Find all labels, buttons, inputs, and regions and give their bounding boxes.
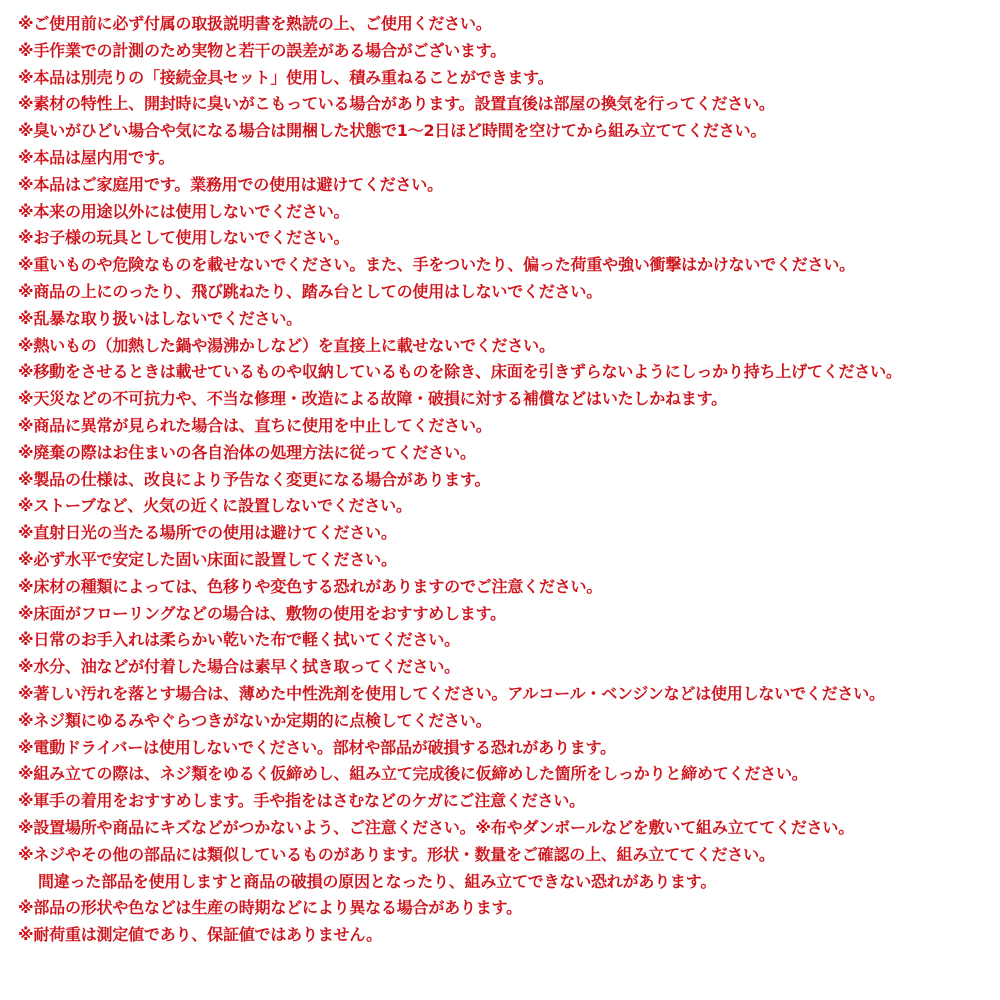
notice-line-27: ※ネジ類にゆるみやぐらつきがないか定期的に点検してください。 — [18, 710, 492, 730]
notice-line-2: ※手作業での計測のため実物と若干の誤差がある場合がございます。 — [18, 40, 507, 60]
notice-line-20: ※直射日光の当たる場所での使用は避けてください。 — [18, 523, 397, 543]
notice-line-24: ※日常のお手入れは柔らかい乾いた布で軽く拭いてください。 — [18, 630, 460, 650]
notice-line-6: ※本品は屋内用です。 — [18, 147, 175, 167]
notice-line-23: ※床面がフローリングなどの場合は、敷物の使用をおすすめします。 — [18, 603, 506, 623]
notice-line-16: ※商品に異常が見られた場合は、直ちに使用を中止してください。 — [18, 415, 492, 435]
notice-line-11: ※商品の上にのったり、飛び跳ねたり、踏み台としての使用はしないでください。 — [18, 281, 602, 301]
notice-line-14: ※移動をさせるときは載せているものや収納しているものを除き、床面を引きずらないようにしっかり持ち上げてください。 — [18, 362, 902, 382]
notice-line-19: ※ストーブなど、火気の近くに設置しないでください。 — [18, 496, 412, 516]
notice-line-9: ※お子様の玩具として使用しないでください。 — [18, 228, 350, 248]
notice-line-8: ※本来の用途以外には使用しないでください。 — [18, 201, 350, 221]
notice-line-7: ※本品はご家庭用です。業務用での使用は避けてください。 — [18, 174, 443, 194]
notice-line-31: ※設置場所や商品にキズなどがつかないよう、ご注意ください。※布やダンボールなどを敷いて組み立ててください。 — [18, 817, 855, 837]
notice-line-1: ※ご使用前に必ず付属の取扱説明書を熟読の上、ご使用ください。 — [18, 14, 492, 33]
notice-line-25: ※水分、油などが付着した場合は素早く拭き取ってください。 — [18, 657, 460, 677]
notice-line-21: ※必ず水平で安定した固い床面に設置してください。 — [18, 549, 397, 569]
notice-line-33-continuation: 間違った部品を使用しますと商品の破損の原因となったり、組み立てできない恐れがあります。 — [38, 871, 717, 891]
notice-line-5: ※臭いがひどい場合や気になる場合は開梱した状態で1〜2日ほど時間を空けてから組み立ててください。 — [18, 121, 767, 141]
notice-line-26: ※著しい汚れを落とす場合は、薄めた中性洗剤を使用してください。アルコール・ベンジンなどは使用しないでください。 — [18, 683, 885, 703]
notice-line-15: ※天災などの不可抗力や、不当な修理・改造による故障・破損に対する補償などはいたしかねます。 — [18, 389, 727, 409]
notice-line-12: ※乱暴な取り扱いはしないでください。 — [18, 308, 302, 328]
notice-line-35: ※耐荷重は測定値であり、保証値ではありません。 — [18, 925, 382, 945]
notice-line-3: ※本品は別売りの「接続金具セット」使用し、積み重ねることができます。 — [18, 67, 554, 87]
notice-line-30: ※軍手の着用をおすすめします。手や指をはさむなどのケガにご注意ください。 — [18, 791, 585, 811]
notice-line-18: ※製品の仕様は、改良により予告なく変更になる場合があります。 — [18, 469, 491, 489]
notice-line-34: ※部品の形状や色などは生産の時期などにより異なる場合があります。 — [18, 898, 522, 918]
notice-line-22: ※床材の種類によっては、色移りや変色する恐れがありますのでご注意ください。 — [18, 576, 603, 596]
notice-line-32: ※ネジやその他の部品には類似しているものがあります。形状・数量をご確認の上、組み立ててください。 — [18, 844, 775, 864]
notice-line-17: ※廃棄の際はお住まいの各自治体の処理方法に従ってください。 — [18, 442, 476, 462]
notice-line-4: ※素材の特性上、開封時に臭いがこもっている場合があります。設置直後は部屋の換気を行ってください。 — [18, 94, 775, 114]
notice-line-13: ※熱いもの（加熱した鍋や湯沸かしなど）を直接上に載せないでください。 — [18, 335, 555, 355]
notice-list — [18, 11, 994, 949]
notice-line-29: ※組み立ての際は、ネジ類をゆるく仮締めし、組み立て完成後に仮締めした箇所をしっかりと締めてください。 — [18, 764, 808, 784]
notice-line-10: ※重いものや危険なものを載せないでください。また、手をついたり、偏った荷重や強い衝撃はかけないでください。 — [18, 255, 855, 275]
notice-line-28: ※電動ドライバーは使用しないでください。部材や部品が破損する恐れがあります。 — [18, 737, 616, 757]
